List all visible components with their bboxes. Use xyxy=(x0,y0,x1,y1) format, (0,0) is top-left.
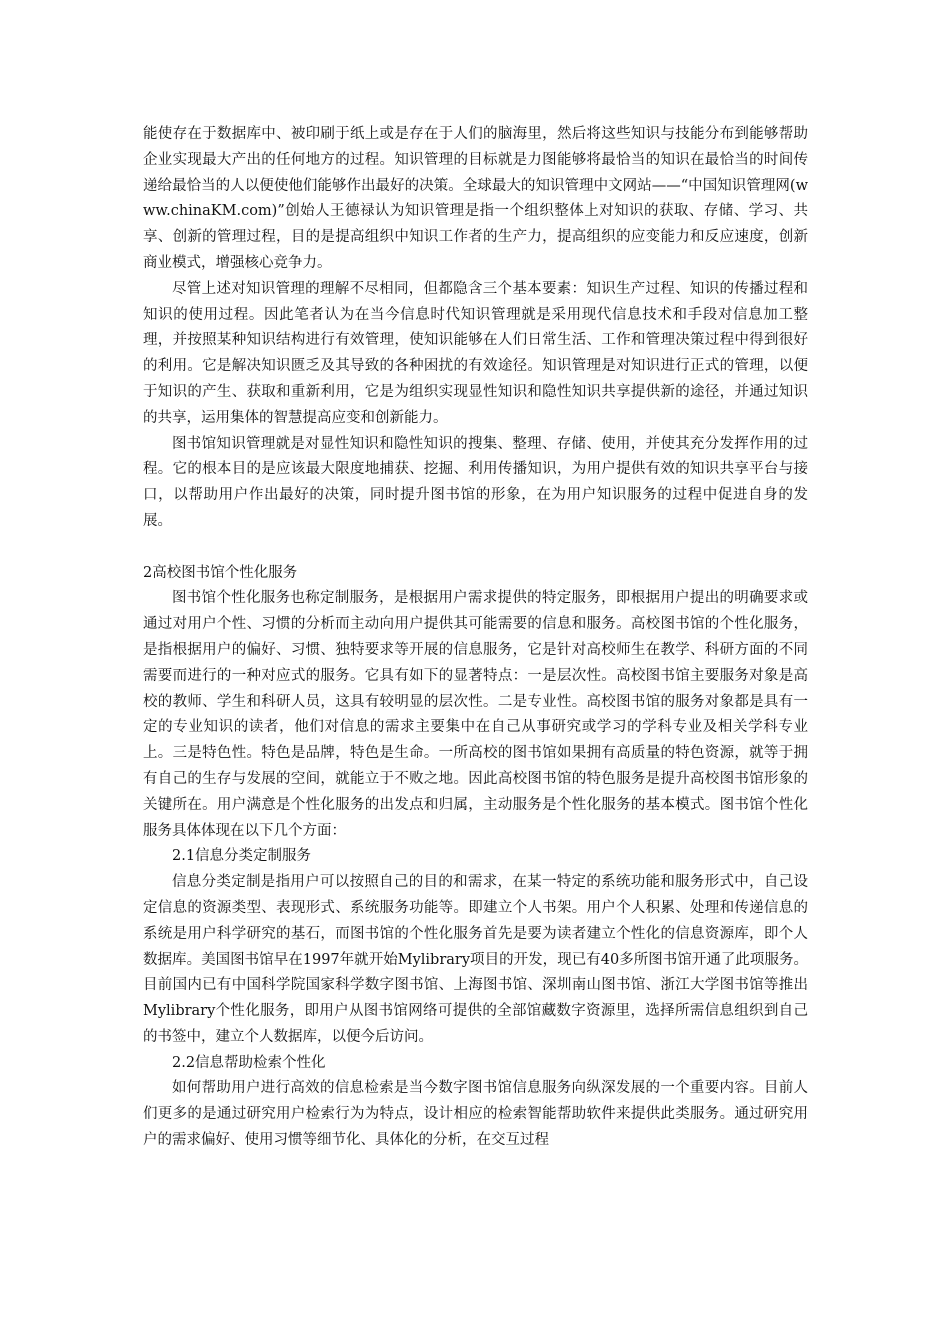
paragraph-knowledge-management-definition: 能使存在于数据库中、被印刷于纸上或是存在于人们的脑海里，然后将这些知识与技能分布到能够帮助企业实现最大产出的任何地方的过程。知识管理的目标就是力图能够将最恰当的知识在最恰当的时间传递给最恰当的人以便使他们能够作出最好的决策。全球最大的知识管理中文网站——“中国知识管理网(www.chinaKM.com)”创始人王德禄认为知识管理是指一个组织整体上对知识的获取、存储、学习、共享、创新的管理过程，目的是提高组织中知识工作者的生产力，提高组织的应变能力和反应速度，创新商业模式，增强核心竞争力。 xyxy=(143,126,808,271)
subsection-heading-retrieval-help: 2.2信息帮助检索个性化 xyxy=(172,1054,326,1071)
paragraph-retrieval-help: 如何帮助用户进行高效的信息检索是当今数字图书馆信息服务向纵深发展的一个重要内容。目前人们更多的是通过研究用户检索行为为特点，设计相应的检索智能帮助软件来提供此类服务。通过研究用户的需求偏好、使用习惯等细节化、具体化的分析，在交互过程 xyxy=(143,1080,808,1149)
subsection-heading-classification-service: 2.1信息分类定制服务 xyxy=(172,848,312,865)
paragraph-three-elements: 尽管上述对知识管理的理解不尽相同，但都隐含三个基本要素：知识生产过程、知识的传播过程和知识的使用过程。因此笔者认为在当今信息时代知识管理就是采用现代信息技术和手段对信息加工整理，并按照某种知识结构进行有效管理，使知识能够在人们日常生活、工作和管理决策过程中得到很好的利用。它是解决知识匮乏及其导致的各种困扰的有效途径。知识管理是对知识进行正式的管理，以便于知识的产生、获取和重新利用，它是为组织实现显性知识和隐性知识共享提供新的途径，并通过知识的共享，运用集体的智慧提高应变和创新能力。 xyxy=(143,280,808,426)
paragraph-personalized-service: 图书馆个性化服务也称定制服务，是根据用户需求提供的特定服务，即根据用户提出的明确要求或通过对用户个性、习惯的分析而主动向用户提供其可能需要的信息和服务。高校图书馆的个性化服务，是指根据用户的偏好、习惯、独特要求等开展的信息服务，它是针对高校师生在教学、科研方面的不同需要而进行的一种对应式的服务。它具有如下的显著特点：一是层次性。高校图书馆主要服务对象是高校的教师、学生和科研人员，这具有较明显的层次性。二是专业性。高校图书馆的服务对象都是具有一定的专业知识的读者，他们对信息的需求主要集中在自己从事研究或学习的学科专业及相关学科专业上。三是特色性。特色是品牌，特色是生命。一所高校的图书馆如果拥有高质量的特色资源，就等于拥有自己的生存与发展的空间，就能立于不败之地。因此高校图书馆的特色服务是提升高校图书馆形象的关键所在。用户满意是个性化服务的出发点和归属，主动服务是个性化服务的基本模式。图书馆个性化服务具体体现在以下几个方面： xyxy=(143,590,808,839)
section-heading-personalized-service: 2高校图书馆个性化服务 xyxy=(143,564,298,581)
paragraph-classification-service: 信息分类定制是指用户可以按照自己的目的和需求，在某一特定的系统功能和服务形式中，自己设定信息的资源类型、表现形式、系统服务功能等。即建立个人书架。用户个人积累、处理和传递信息的系统是用户科学研究的基石，而图书馆的个性化服务首先是要为读者建立个性化的信息资源库，即个人数据库。美国图书馆早在1997年就开始Mylibrary项目的开发，现已有40多所图书馆开通了此项服务。目前国内已有中国科学院国家科学数字图书馆、上海图书馆、深圳南山图书馆、浙江大学图书馆等推出Mylibrary个性化服务，即用户从图书馆网络可提供的全部馆藏数字资源里，选择所需信息组织到自己的书签中，建立个人数据库，以便今后访问。 xyxy=(143,874,808,1045)
paragraph-library-knowledge-management: 图书馆知识管理就是对显性知识和隐性知识的搜集、整理、存储、使用，并使其充分发挥作用的过程。它的根本目的是应该最大限度地捕获、挖掘、利用传播知识，为用户提供有效的知识共享平台与接口，以帮助用户作出最好的决策，同时提升图书馆的形象，在为用户知识服务的过程中促进自身的发展。 xyxy=(143,435,808,529)
document-page xyxy=(143,122,808,1154)
